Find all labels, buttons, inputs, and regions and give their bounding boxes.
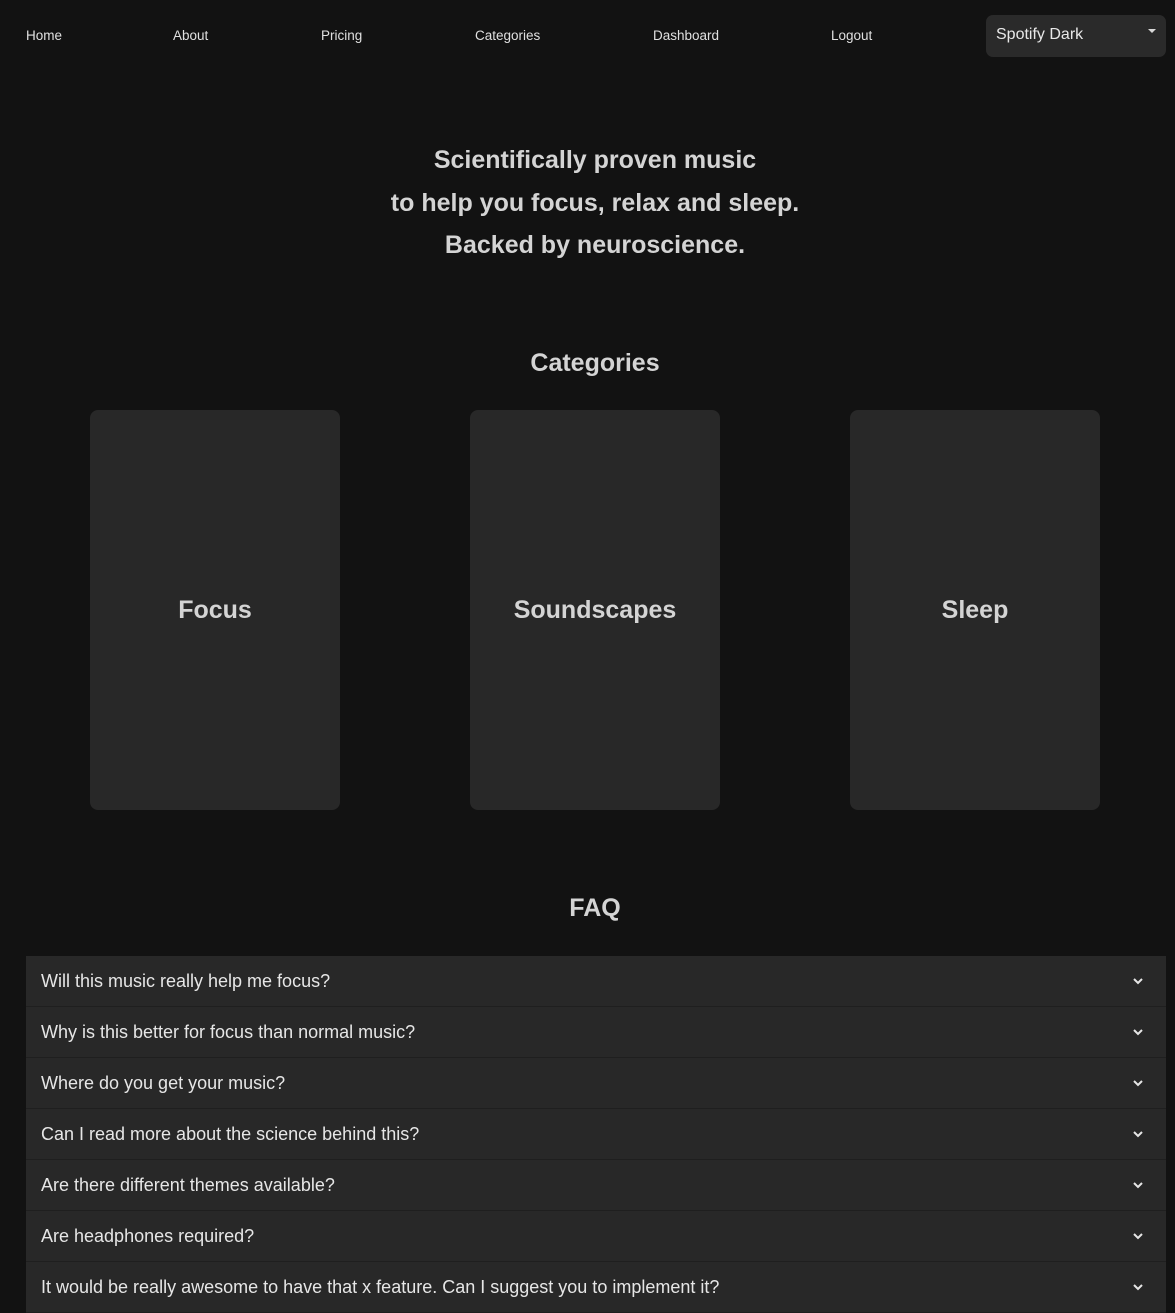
category-card-label: Soundscapes [513, 595, 677, 624]
faq-title: FAQ [569, 894, 621, 922]
faq-question: It would be really awesome to have that x feature. Can I suggest you to implement it? [41, 1277, 720, 1297]
chevron-down-icon [1132, 1179, 1144, 1191]
faq-question: Are there different themes available? [41, 1175, 335, 1195]
faq-item[interactable] [26, 1211, 1166, 1262]
nav-categories[interactable]: Categories [475, 28, 541, 43]
nav-dashboard[interactable]: Dashboard [653, 28, 720, 43]
faq-question: Where do you get your music? [41, 1073, 286, 1093]
hero-line-3: Backed by neuroscience. [444, 231, 746, 259]
faq-item[interactable] [26, 1109, 1166, 1160]
faq-question: Can I read more about the science behind this? [41, 1124, 420, 1144]
faq-list [26, 956, 1166, 1313]
caret-down-icon [1148, 29, 1156, 33]
category-card-label: Focus [178, 595, 252, 624]
nav-home[interactable]: Home [26, 28, 63, 43]
chevron-down-icon [1132, 1128, 1144, 1140]
category-card-label: Sleep [941, 595, 1009, 624]
chevron-down-icon [1132, 1230, 1144, 1242]
faq-item[interactable] [26, 956, 1166, 1007]
faq-question: Why is this better for focus than normal music? [41, 1022, 416, 1042]
nav-logout[interactable]: Logout [831, 28, 873, 43]
chevron-down-icon [1132, 975, 1144, 987]
chevron-down-icon [1132, 1026, 1144, 1038]
category-card-focus[interactable] [90, 410, 340, 810]
top-nav [0, 0, 1175, 72]
nav-about[interactable]: About [173, 28, 209, 43]
category-card-sleep[interactable] [850, 410, 1100, 810]
categories-title: Categories [530, 349, 660, 377]
faq-item[interactable] [26, 1007, 1166, 1058]
theme-select-value: Spotify Dark [996, 26, 1084, 43]
faq-question: Are headphones required? [41, 1226, 255, 1246]
faq-item[interactable] [26, 1160, 1166, 1211]
faq-item[interactable] [26, 1058, 1166, 1109]
hero-line-2: to help you focus, relax and sleep. [390, 188, 800, 217]
faq-item[interactable] [26, 1262, 1166, 1313]
hero-line-1: Scientifically proven music [433, 146, 757, 174]
faq-question: Will this music really help me focus? [41, 971, 331, 991]
nav-pricing[interactable]: Pricing [321, 28, 363, 43]
hero-heading [0, 139, 1175, 267]
chevron-down-icon [1132, 1281, 1144, 1293]
category-card-soundscapes[interactable] [470, 410, 720, 810]
chevron-down-icon [1132, 1077, 1144, 1089]
theme-select[interactable] [986, 15, 1166, 57]
